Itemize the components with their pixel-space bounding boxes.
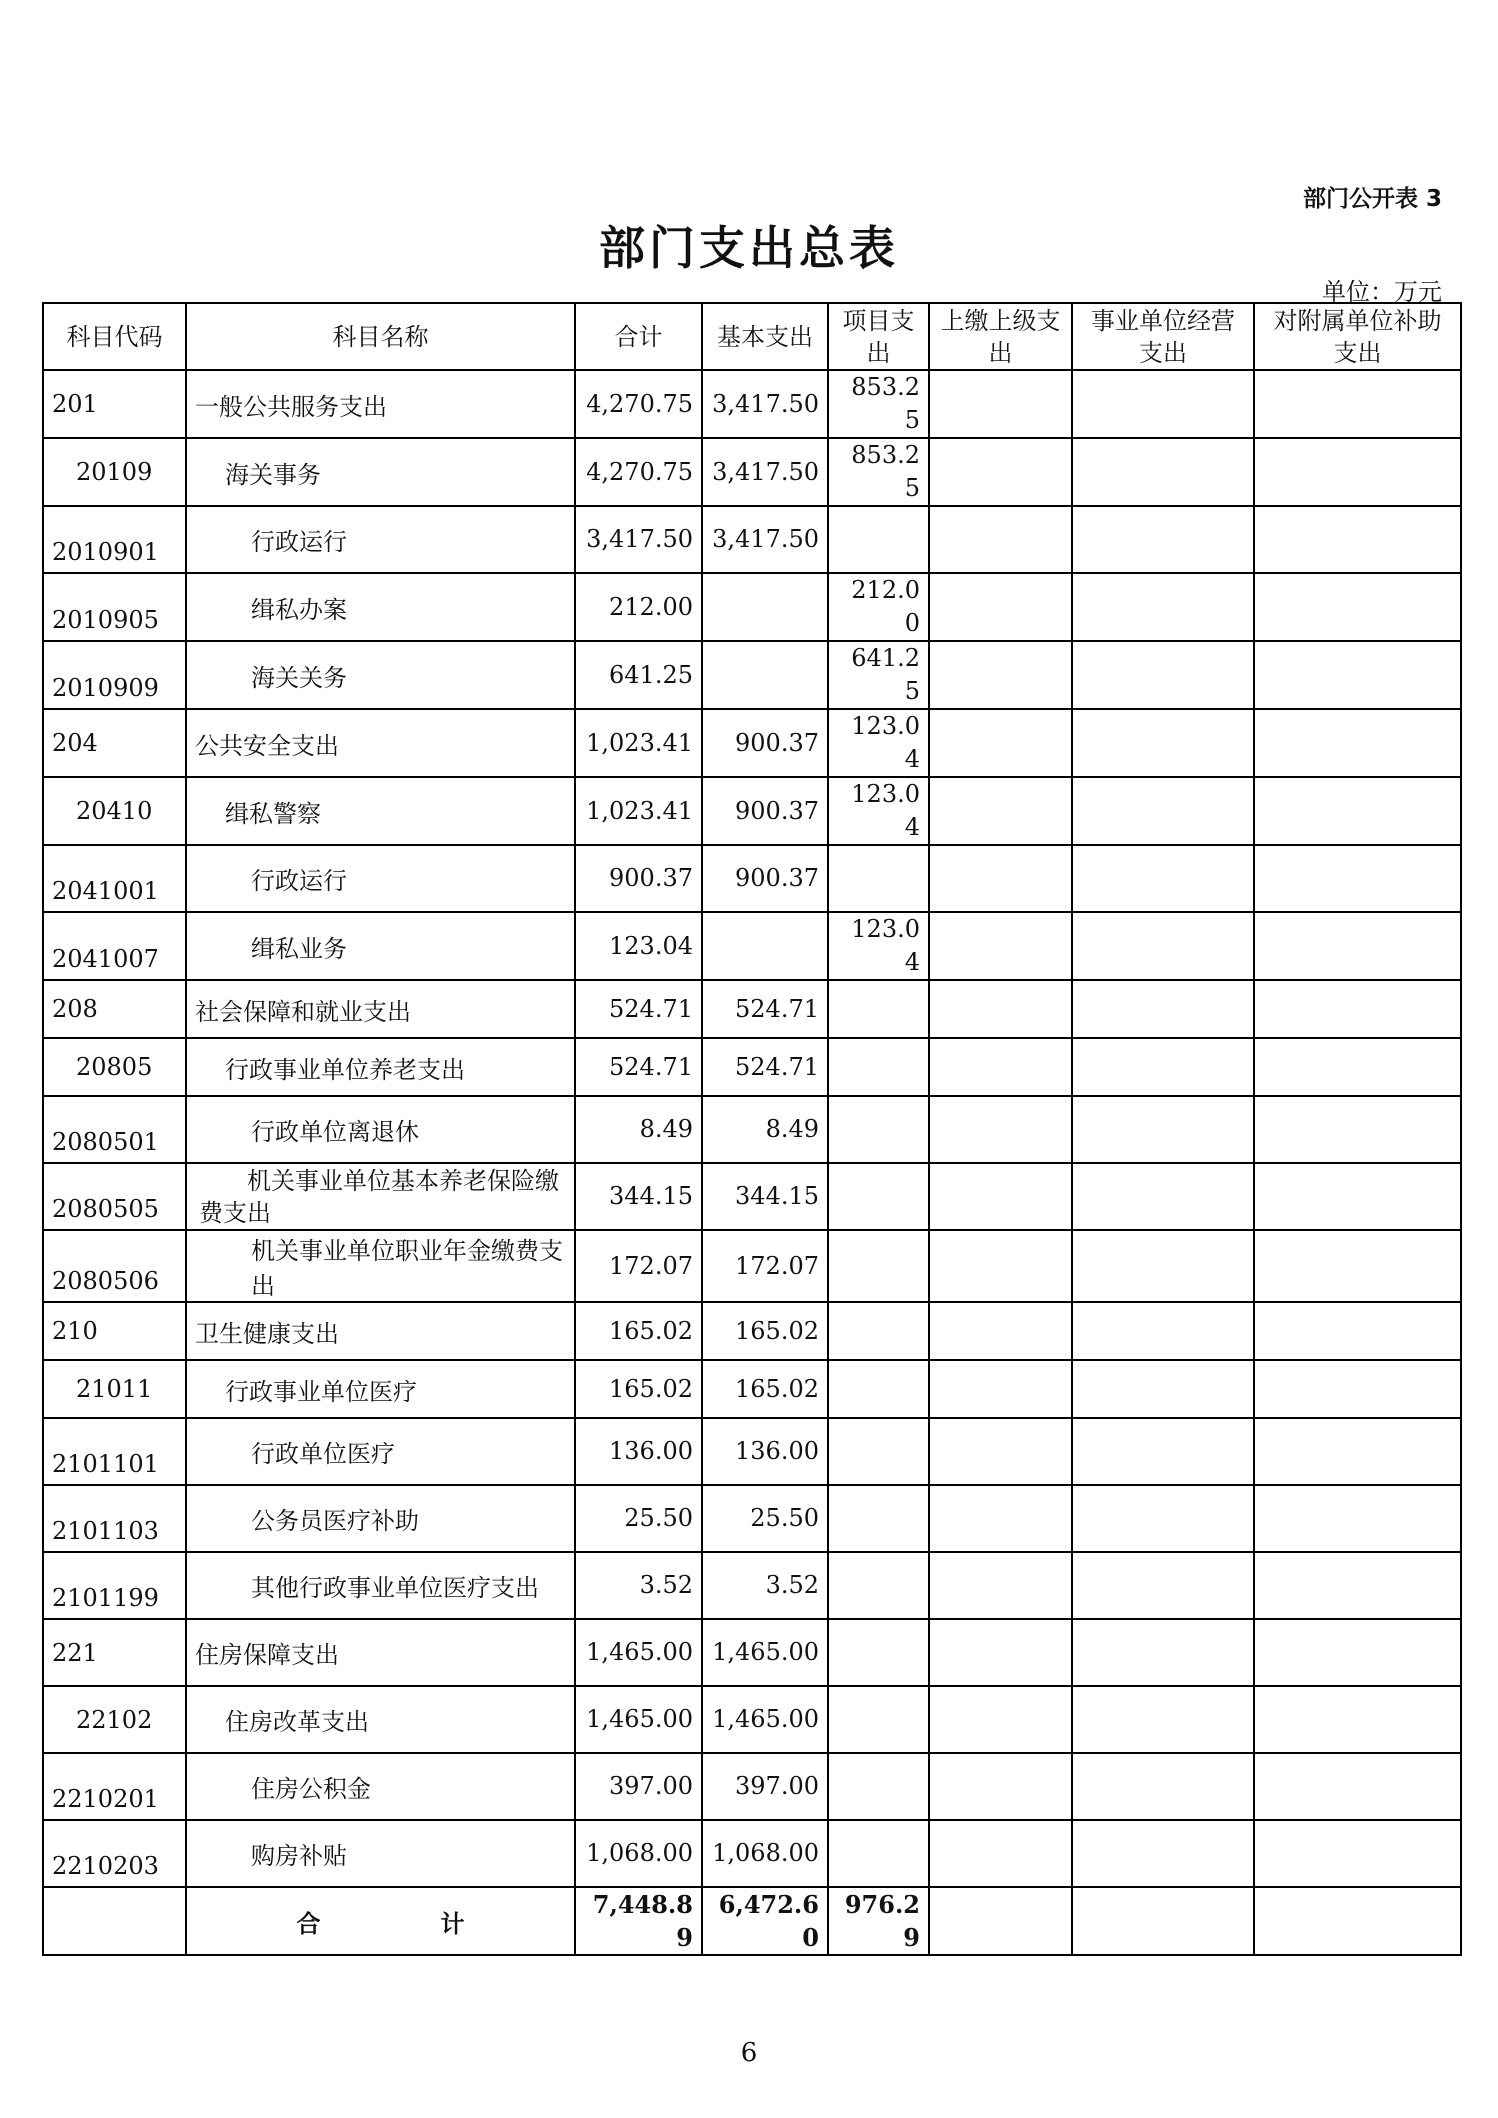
row-project bbox=[828, 1163, 929, 1230]
row-subsidy bbox=[1254, 1096, 1461, 1163]
total-amount: 7,448.89 bbox=[575, 1887, 702, 1955]
table-row bbox=[43, 1485, 1461, 1552]
row-upper bbox=[929, 438, 1072, 506]
row-code: 2010905 bbox=[43, 573, 186, 641]
row-name: 住房公积金 bbox=[186, 1753, 575, 1820]
row-name: 行政运行 bbox=[186, 845, 575, 912]
row-basic: 172.07 bbox=[702, 1230, 828, 1302]
row-project: 212.00 bbox=[828, 573, 929, 641]
row-upper bbox=[929, 370, 1072, 438]
row-business bbox=[1072, 1038, 1254, 1096]
page-number: 6 bbox=[740, 2038, 758, 2068]
row-subsidy bbox=[1254, 912, 1461, 980]
row-subsidy bbox=[1254, 1619, 1461, 1686]
row-business bbox=[1072, 641, 1254, 709]
row-name: 行政单位医疗 bbox=[186, 1418, 575, 1485]
row-total: 165.02 bbox=[575, 1360, 702, 1418]
row-basic: 136.00 bbox=[702, 1418, 828, 1485]
total-subsidy bbox=[1254, 1887, 1461, 1955]
table-row bbox=[43, 641, 1461, 709]
row-code: 221 bbox=[43, 1619, 186, 1686]
header-upper: 上缴上级支出 bbox=[929, 303, 1072, 370]
row-project bbox=[828, 1096, 929, 1163]
row-basic: 344.15 bbox=[702, 1163, 828, 1230]
row-project bbox=[828, 1686, 929, 1753]
row-upper bbox=[929, 845, 1072, 912]
row-project: 123.04 bbox=[828, 912, 929, 980]
row-name: 行政事业单位养老支出 bbox=[186, 1038, 575, 1096]
row-business bbox=[1072, 980, 1254, 1038]
table-row bbox=[43, 980, 1461, 1038]
row-basic: 900.37 bbox=[702, 845, 828, 912]
row-basic bbox=[702, 573, 828, 641]
row-project: 123.04 bbox=[828, 709, 929, 777]
table-row bbox=[43, 912, 1461, 980]
total-code-cell bbox=[43, 1887, 186, 1955]
header-row bbox=[43, 303, 1461, 370]
row-upper bbox=[929, 1163, 1072, 1230]
row-upper bbox=[929, 1552, 1072, 1619]
row-business bbox=[1072, 1820, 1254, 1887]
row-name: 住房改革支出 bbox=[186, 1686, 575, 1753]
row-name: 机关事业单位职业年金缴费支出 bbox=[186, 1230, 575, 1302]
total-business bbox=[1072, 1887, 1254, 1955]
row-basic: 524.71 bbox=[702, 980, 828, 1038]
row-upper bbox=[929, 1418, 1072, 1485]
row-basic: 1,068.00 bbox=[702, 1820, 828, 1887]
row-project bbox=[828, 1820, 929, 1887]
row-subsidy bbox=[1254, 1302, 1461, 1360]
row-subsidy bbox=[1254, 506, 1461, 573]
table-row bbox=[43, 573, 1461, 641]
table-row bbox=[43, 845, 1461, 912]
table-row bbox=[43, 1686, 1461, 1753]
table-row bbox=[43, 1360, 1461, 1418]
row-code: 2080506 bbox=[43, 1230, 186, 1302]
row-business bbox=[1072, 912, 1254, 980]
row-code: 20410 bbox=[43, 777, 186, 845]
row-business bbox=[1072, 1302, 1254, 1360]
table-row bbox=[43, 709, 1461, 777]
row-business bbox=[1072, 1485, 1254, 1552]
table-row bbox=[43, 438, 1461, 506]
row-name: 社会保障和就业支出 bbox=[186, 980, 575, 1038]
row-upper bbox=[929, 1096, 1072, 1163]
row-total: 1,023.41 bbox=[575, 777, 702, 845]
table-row bbox=[43, 1038, 1461, 1096]
row-total: 1,465.00 bbox=[575, 1686, 702, 1753]
row-code: 22102 bbox=[43, 1686, 186, 1753]
row-code: 20805 bbox=[43, 1038, 186, 1096]
row-code: 201 bbox=[43, 370, 186, 438]
row-project bbox=[828, 980, 929, 1038]
row-subsidy bbox=[1254, 1163, 1461, 1230]
row-project bbox=[828, 506, 929, 573]
row-subsidy bbox=[1254, 1552, 1461, 1619]
row-total: 4,270.75 bbox=[575, 370, 702, 438]
row-total: 1,465.00 bbox=[575, 1619, 702, 1686]
header-basic: 基本支出 bbox=[702, 303, 828, 370]
total-label: 合 计 bbox=[186, 1887, 575, 1955]
row-business bbox=[1072, 1753, 1254, 1820]
row-code: 2041001 bbox=[43, 845, 186, 912]
row-subsidy bbox=[1254, 1686, 1461, 1753]
row-basic: 1,465.00 bbox=[702, 1686, 828, 1753]
document-label: 部门公开表 3 bbox=[1302, 186, 1442, 212]
total-project: 976.29 bbox=[828, 1887, 929, 1955]
row-upper bbox=[929, 1485, 1072, 1552]
row-name: 公共安全支出 bbox=[186, 709, 575, 777]
table-row bbox=[43, 1230, 1461, 1302]
header-code: 科目代码 bbox=[43, 303, 186, 370]
row-project bbox=[828, 1619, 929, 1686]
row-project: 123.04 bbox=[828, 777, 929, 845]
table-row bbox=[43, 1302, 1461, 1360]
row-name: 机关事业单位基本养老保险缴费支出 bbox=[186, 1163, 575, 1230]
row-business bbox=[1072, 1418, 1254, 1485]
row-name: 缉私警察 bbox=[186, 777, 575, 845]
row-name: 卫生健康支出 bbox=[186, 1302, 575, 1360]
expenditure-table bbox=[42, 302, 1462, 1956]
row-name: 行政事业单位医疗 bbox=[186, 1360, 575, 1418]
row-upper bbox=[929, 980, 1072, 1038]
row-business bbox=[1072, 1163, 1254, 1230]
row-code: 204 bbox=[43, 709, 186, 777]
row-code: 21011 bbox=[43, 1360, 186, 1418]
row-business bbox=[1072, 845, 1254, 912]
table-row bbox=[43, 1418, 1461, 1485]
total-upper bbox=[929, 1887, 1072, 1955]
row-upper bbox=[929, 777, 1072, 845]
row-basic: 900.37 bbox=[702, 777, 828, 845]
row-total: 1,068.00 bbox=[575, 1820, 702, 1887]
row-upper bbox=[929, 506, 1072, 573]
table-row bbox=[43, 1552, 1461, 1619]
row-upper bbox=[929, 641, 1072, 709]
row-upper bbox=[929, 1753, 1072, 1820]
row-subsidy bbox=[1254, 370, 1461, 438]
row-business bbox=[1072, 1552, 1254, 1619]
row-basic: 165.02 bbox=[702, 1302, 828, 1360]
row-basic: 397.00 bbox=[702, 1753, 828, 1820]
row-business bbox=[1072, 1096, 1254, 1163]
row-code: 2210201 bbox=[43, 1753, 186, 1820]
table-row bbox=[43, 1820, 1461, 1887]
header-project: 项目支出 bbox=[828, 303, 929, 370]
row-total: 4,270.75 bbox=[575, 438, 702, 506]
row-subsidy bbox=[1254, 1485, 1461, 1552]
row-basic: 3,417.50 bbox=[702, 506, 828, 573]
row-basic: 25.50 bbox=[702, 1485, 828, 1552]
row-code: 2210203 bbox=[43, 1820, 186, 1887]
row-business bbox=[1072, 1686, 1254, 1753]
total-basic: 6,472.60 bbox=[702, 1887, 828, 1955]
row-name: 公务员医疗补助 bbox=[186, 1485, 575, 1552]
row-business bbox=[1072, 777, 1254, 845]
row-basic bbox=[702, 641, 828, 709]
header-name: 科目名称 bbox=[186, 303, 575, 370]
row-subsidy bbox=[1254, 438, 1461, 506]
row-business bbox=[1072, 506, 1254, 573]
row-total: 524.71 bbox=[575, 980, 702, 1038]
row-upper bbox=[929, 573, 1072, 641]
row-business bbox=[1072, 1360, 1254, 1418]
row-upper bbox=[929, 1619, 1072, 1686]
header-business: 事业单位经营支出 bbox=[1072, 303, 1254, 370]
row-subsidy bbox=[1254, 1820, 1461, 1887]
table-row bbox=[43, 1096, 1461, 1163]
row-total: 524.71 bbox=[575, 1038, 702, 1096]
row-basic: 900.37 bbox=[702, 709, 828, 777]
table-row bbox=[43, 1753, 1461, 1820]
header-total: 合计 bbox=[575, 303, 702, 370]
row-subsidy bbox=[1254, 980, 1461, 1038]
row-upper bbox=[929, 1302, 1072, 1360]
row-subsidy bbox=[1254, 1753, 1461, 1820]
row-project bbox=[828, 845, 929, 912]
row-subsidy bbox=[1254, 1418, 1461, 1485]
row-subsidy bbox=[1254, 845, 1461, 912]
row-business bbox=[1072, 370, 1254, 438]
row-subsidy bbox=[1254, 709, 1461, 777]
row-code: 2080505 bbox=[43, 1163, 186, 1230]
row-name: 海关事务 bbox=[186, 438, 575, 506]
row-basic: 8.49 bbox=[702, 1096, 828, 1163]
row-project bbox=[828, 1485, 929, 1552]
row-project bbox=[828, 1360, 929, 1418]
table-row bbox=[43, 1619, 1461, 1686]
row-code: 2041007 bbox=[43, 912, 186, 980]
row-business bbox=[1072, 573, 1254, 641]
row-basic: 1,465.00 bbox=[702, 1619, 828, 1686]
row-total: 165.02 bbox=[575, 1302, 702, 1360]
row-basic: 3.52 bbox=[702, 1552, 828, 1619]
row-business bbox=[1072, 709, 1254, 777]
row-subsidy bbox=[1254, 641, 1461, 709]
row-total: 123.04 bbox=[575, 912, 702, 980]
row-upper bbox=[929, 912, 1072, 980]
row-code: 20109 bbox=[43, 438, 186, 506]
row-code: 208 bbox=[43, 980, 186, 1038]
row-subsidy bbox=[1254, 1038, 1461, 1096]
row-basic: 165.02 bbox=[702, 1360, 828, 1418]
row-name: 其他行政事业单位医疗支出 bbox=[186, 1552, 575, 1619]
row-project bbox=[828, 1038, 929, 1096]
row-code: 2080501 bbox=[43, 1096, 186, 1163]
table-body bbox=[43, 370, 1461, 1887]
row-business bbox=[1072, 438, 1254, 506]
table-row bbox=[43, 1163, 1461, 1230]
row-total: 344.15 bbox=[575, 1163, 702, 1230]
row-total: 641.25 bbox=[575, 641, 702, 709]
row-upper bbox=[929, 1230, 1072, 1302]
unit-label: 单位：万元 bbox=[1322, 278, 1442, 306]
row-code: 210 bbox=[43, 1302, 186, 1360]
row-project bbox=[828, 1302, 929, 1360]
row-total: 900.37 bbox=[575, 845, 702, 912]
row-project bbox=[828, 1552, 929, 1619]
row-total: 3.52 bbox=[575, 1552, 702, 1619]
row-total: 25.50 bbox=[575, 1485, 702, 1552]
row-name: 一般公共服务支出 bbox=[186, 370, 575, 438]
row-total: 212.00 bbox=[575, 573, 702, 641]
row-subsidy bbox=[1254, 573, 1461, 641]
row-total: 8.49 bbox=[575, 1096, 702, 1163]
page-title: 部门支出总表 bbox=[599, 221, 899, 275]
row-project bbox=[828, 1230, 929, 1302]
row-total: 172.07 bbox=[575, 1230, 702, 1302]
row-basic: 3,417.50 bbox=[702, 438, 828, 506]
row-name: 缉私业务 bbox=[186, 912, 575, 980]
row-project: 853.25 bbox=[828, 370, 929, 438]
row-code: 2010901 bbox=[43, 506, 186, 573]
row-total: 397.00 bbox=[575, 1753, 702, 1820]
row-name: 购房补贴 bbox=[186, 1820, 575, 1887]
row-basic: 524.71 bbox=[702, 1038, 828, 1096]
row-name: 住房保障支出 bbox=[186, 1619, 575, 1686]
row-project: 641.25 bbox=[828, 641, 929, 709]
total-row bbox=[43, 1887, 1461, 1955]
table-row bbox=[43, 370, 1461, 438]
header-subsidy: 对附属单位补助支出 bbox=[1254, 303, 1461, 370]
row-total: 136.00 bbox=[575, 1418, 702, 1485]
row-project bbox=[828, 1418, 929, 1485]
row-subsidy bbox=[1254, 1230, 1461, 1302]
row-total: 1,023.41 bbox=[575, 709, 702, 777]
row-name: 缉私办案 bbox=[186, 573, 575, 641]
row-upper bbox=[929, 1038, 1072, 1096]
row-basic: 3,417.50 bbox=[702, 370, 828, 438]
row-total: 3,417.50 bbox=[575, 506, 702, 573]
row-name: 海关关务 bbox=[186, 641, 575, 709]
table-row bbox=[43, 506, 1461, 573]
row-project bbox=[828, 1753, 929, 1820]
row-subsidy bbox=[1254, 1360, 1461, 1418]
row-code: 2101199 bbox=[43, 1552, 186, 1619]
row-code: 2101103 bbox=[43, 1485, 186, 1552]
row-project: 853.25 bbox=[828, 438, 929, 506]
row-name: 行政单位离退休 bbox=[186, 1096, 575, 1163]
row-upper bbox=[929, 709, 1072, 777]
row-subsidy bbox=[1254, 777, 1461, 845]
row-name: 行政运行 bbox=[186, 506, 575, 573]
row-upper bbox=[929, 1686, 1072, 1753]
row-code: 2101101 bbox=[43, 1418, 186, 1485]
row-code: 2010909 bbox=[43, 641, 186, 709]
row-business bbox=[1072, 1619, 1254, 1686]
table-row bbox=[43, 777, 1461, 845]
row-business bbox=[1072, 1230, 1254, 1302]
row-upper bbox=[929, 1820, 1072, 1887]
row-upper bbox=[929, 1360, 1072, 1418]
row-basic bbox=[702, 912, 828, 980]
